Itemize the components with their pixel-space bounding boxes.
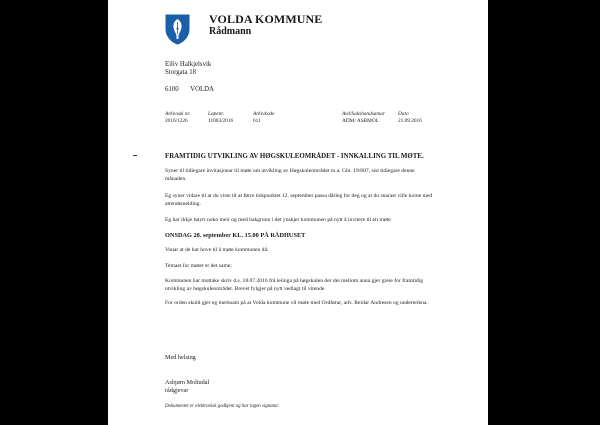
- meeting-announcement: ONSDAG 28. september KL. 15.00 PÅ RÅDHUSET: [165, 232, 306, 239]
- department-name: Rådmann: [209, 26, 252, 37]
- signer-title: rådgjevar: [165, 387, 189, 394]
- organization-name: VOLDA KOMMUNE: [209, 12, 323, 26]
- ref-value-case-number: 2016/1226: [165, 118, 188, 124]
- coat-of-arms-icon: [165, 14, 190, 45]
- electronic-approval-note: Dokumentet er elektronisk godkjent og har ingen signatur.: [165, 404, 279, 409]
- ref-label-archive-code: Arkivkode: [253, 111, 275, 117]
- paragraph: Kommunen har mottake skriv d.s. 18.07.2016 frå leiinga på høgskulen der dei mellom anna gjer greie for framtidig utvikling av høgskuleområdet. Brevet fylgjer på nytt vedlagt til vitende.: [165, 278, 424, 292]
- signer-name: Asbjørn Moltudal: [165, 379, 210, 386]
- paragraph: Eg syner vidare til at du viste til at førre tidspunktet 12. september passa dårleg for deg og at du snarast ville kome med attendemelding.: [165, 193, 433, 207]
- ref-value-archive-code: 611: [253, 118, 261, 124]
- ref-value-department-officer: ADM/ ASBMOL: [342, 118, 379, 124]
- recipient-postal: 6100 VOLDA: [165, 86, 214, 93]
- paragraph: Temaet for møtet er det same;: [165, 263, 232, 269]
- fold-mark: [133, 155, 137, 156]
- paragraph: For orden skuld gjer eg merksam på at Volda kommune vil møte med Ordførar, adv. Reidar Andresen og underteikna.: [165, 300, 428, 306]
- ref-value-date: 21.09.2016: [398, 118, 422, 124]
- ref-label-case-number: Arkivsak nr.: [165, 111, 191, 117]
- paragraph: Eg har ikkje høyrt noko meir og med bakgrunn i det ynskjer kommunen på nytt å invitere til eit møte: [165, 217, 391, 223]
- recipient-street: Storgata 18: [165, 69, 197, 76]
- letter-subject: FRAMTIDIG UTVIKLING AV HØGSKULEOMRÅDET - INNKALLING TIL MØTE.: [165, 153, 424, 160]
- ref-value-serial-number: 11003/2016: [208, 118, 234, 124]
- recipient-name: Eiliv Halkjelsvik: [165, 61, 212, 68]
- paragraph: Syner til tidlegare invitasjonar til møte om utvikling av Høgskuleområdet m.a. Gbr. 19/807, sist tidlegare denne månaden.: [165, 168, 415, 182]
- ref-label-date: Dato: [398, 111, 409, 117]
- ref-label-department-officer: Avd/Sakshandsamar: [342, 111, 385, 117]
- closing-greeting: Med helsing: [165, 354, 196, 361]
- paragraph: Vonar at de har hove til å møte kommunen då.: [165, 247, 269, 253]
- ref-label-serial-number: Løpenr.: [208, 111, 225, 117]
